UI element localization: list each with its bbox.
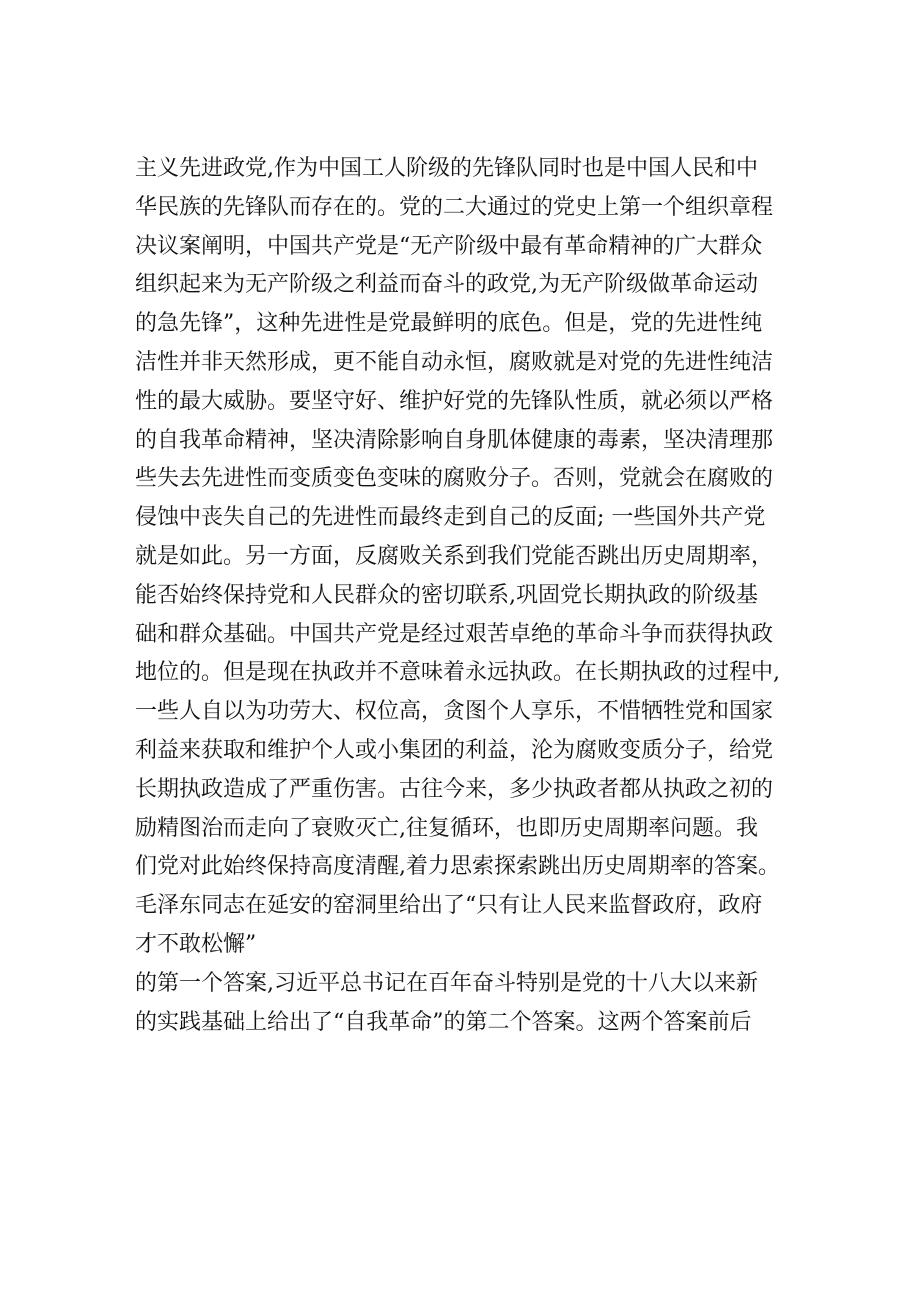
text-line-22: 的第一个答案,习近平总书记在百年奋斗特别是党的十八大以来新 [135,970,758,996]
text-line-7: 性的最大威胁。要坚守好、维护好党的先锋队性质，就必须以严格 [135,388,774,414]
text-line-20: 毛泽东同志在延安的窑洞里给出了“只有让人民来监督政府，政府 [135,893,763,919]
text-line-11: 就是如此。另一方面，反腐败关系到我们党能否跳出历史周期率， [135,543,774,569]
text-line-8: 的自我革命精神，坚决清除影响自身肌体健康的毒素，坚决清理那 [135,427,774,453]
text-line-5: 的急先锋”，这种先进性是党最鲜明的底色。但是，党的先进性纯 [135,311,763,337]
text-line-4: 组织起来为无产阶级之利益而奋斗的政党,为无产阶级做革命运动 [135,272,758,298]
text-line-14: 地位的。但是现在执政并不意味着永远执政。在长期执政的过程中, [135,660,780,686]
text-line-17: 长期执政造成了严重伤害。古往今来，多少执政者都从执政之初的 [135,776,774,802]
text-line-15: 一些人自以为功劳大、权位高，贪图个人享乐，不惜牺牲党和国家 [135,699,774,725]
text-line-16: 利益来获取和维护个人或小集团的利益，沦为腐败变质分子，给党 [135,737,774,763]
text-line-18: 励精图治而走向了衰败灭亡,往复循环，也即历史周期率问题。我 [135,815,758,841]
text-line-2: 华民族的先锋队而存在的。党的二大通过的党史上第一个组织章程 [135,194,774,220]
text-line-21: 才不敢松懈” [135,931,257,957]
text-line-3: 决议案阐明，中国共产党是“无产阶级中最有革命精神的广大群众 [135,233,763,259]
text-line-1: 主义先进政党,作为中国工人阶级的先锋队同时也是中国人民和中 [135,156,758,181]
text-line-6: 洁性并非天然形成，更不能自动永恒，腐败就是对党的先进性纯洁 [135,349,774,375]
text-line-9: 些失去先进性而变质变色变味的腐败分子。否则，党就会在腐败的 [135,466,774,492]
text-line-10: 侵蚀中丧失自己的先进性而最终走到自己的反面; 一些国外共产党 [135,505,766,531]
text-line-12: 能否始终保持党和人民群众的密切联系,巩固党长期执政的阶级基 [135,582,758,608]
text-line-19: 们党对此始终保持高度清醒,着力思索探索跳出历史周期率的答案。 [135,854,780,880]
text-line-23: 的实践基础上给出了“自我革命”的第二个答案。这两个答案前后 [135,1009,752,1035]
text-line-13: 础和群众基础。中国共产党是经过艰苦卓绝的革命斗争而获得执政 [135,621,774,647]
body-text [135,150,805,1042]
